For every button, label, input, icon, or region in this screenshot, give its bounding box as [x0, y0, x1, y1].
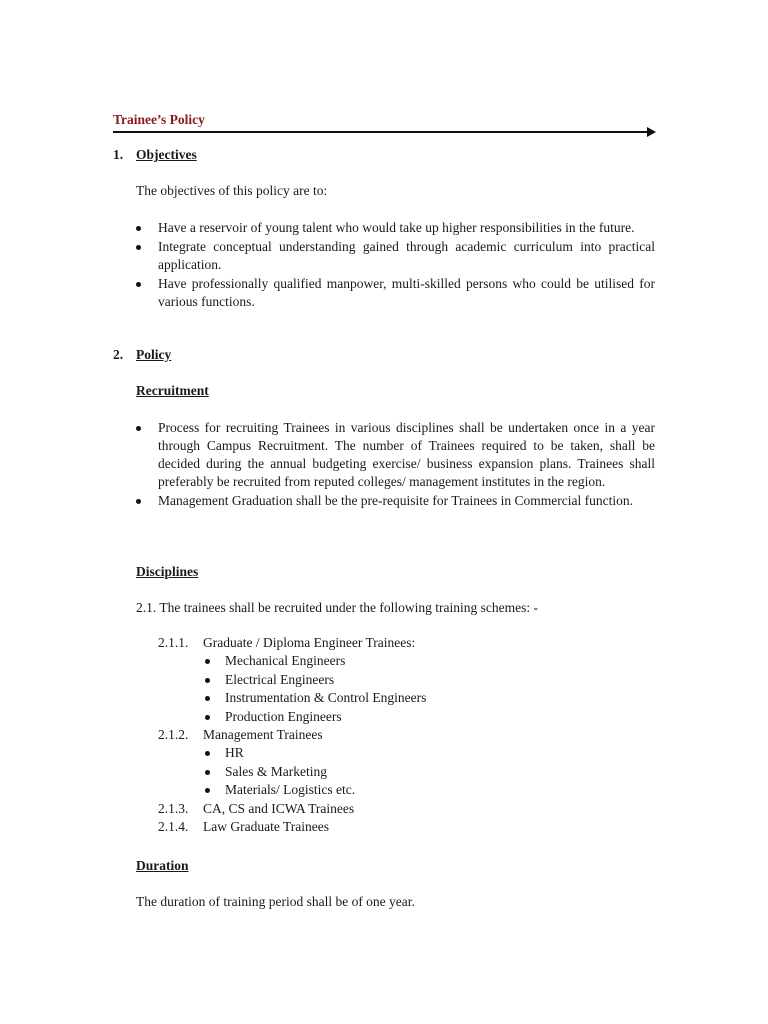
duration-text: The duration of training period shall be of one year.	[136, 894, 415, 909]
scheme-row	[158, 726, 655, 744]
bullet-icon	[205, 751, 210, 756]
bullet-icon	[136, 245, 141, 250]
list-item: Electrical Engineers	[158, 671, 655, 689]
duration-heading: Duration	[136, 858, 189, 873]
list-item: Instrumentation & Control Engineers	[158, 689, 655, 707]
bullet-icon	[205, 715, 210, 720]
scheme-row	[158, 818, 655, 836]
bullet-icon	[136, 499, 141, 504]
scheme-number: 2.1.4.	[158, 818, 189, 834]
objectives-list	[136, 219, 655, 311]
scheme-row	[158, 800, 655, 818]
section-1-heading: Objectives	[136, 147, 197, 162]
bullet-icon	[205, 788, 210, 793]
recruitment-list	[136, 419, 655, 510]
list-item: Production Engineers	[158, 708, 655, 726]
scheme-label: Management Trainees	[203, 726, 323, 742]
scheme-label: Law Graduate Trainees	[203, 818, 329, 834]
title-rule	[113, 131, 649, 133]
list-item: Mechanical Engineers	[158, 652, 655, 670]
arrow-head-icon	[647, 127, 656, 137]
scheme-number: 2.1.2.	[158, 726, 189, 742]
section-1-number: 1.	[113, 147, 124, 162]
bullet-icon	[205, 678, 210, 683]
scheme-number: 2.1.1.	[158, 635, 189, 650]
list-item: Process for recruiting Trainees in various disciplines shall be undertaken once in a year through Campus Recruitment. The number of Trainees required to be taken, shall be decided during the annual budgeting exercise/ business expansion plans. Trainees shall preferably be recruited from reputed colleges/ management institutes in the region.	[136, 419, 655, 491]
bullet-icon	[205, 659, 210, 664]
objectives-intro: The objectives of this policy are to:	[136, 183, 328, 198]
bullet-icon	[136, 282, 141, 287]
list-item: Materials/ Logistics etc.	[158, 781, 655, 799]
bullet-icon	[205, 770, 210, 775]
scheme-row	[158, 634, 655, 652]
list-item: Management Graduation shall be the pre-requisite for Trainees in Commercial function.	[136, 492, 655, 510]
list-item: HR	[158, 744, 655, 762]
list-item: Have a reservoir of young talent who would take up higher responsibilities in the future.	[136, 219, 655, 237]
bullet-icon	[205, 696, 210, 701]
section-2-number: 2.	[113, 347, 124, 362]
disciplines-intro: 2.1. The trainees shall be recruited under the following training schemes: -	[136, 600, 539, 615]
list-item: Have professionally qualified manpower, multi-skilled persons who could be utilised for various functions.	[136, 275, 655, 311]
document-title: Trainee’s Policy	[113, 112, 205, 127]
training-schemes	[158, 634, 655, 836]
disciplines-heading: Disciplines	[136, 564, 199, 579]
recruitment-heading: Recruitment	[136, 383, 209, 398]
list-item: Sales & Marketing	[158, 763, 655, 781]
bullet-icon	[136, 226, 141, 231]
bullet-icon	[136, 426, 141, 431]
scheme-number: 2.1.3.	[158, 800, 189, 816]
scheme-label: CA, CS and ICWA Trainees	[203, 800, 355, 816]
section-2-heading: Policy	[136, 347, 172, 362]
scheme-label: Graduate / Diploma Engineer Trainees:	[203, 635, 416, 650]
list-item: Integrate conceptual understanding gained through academic curriculum into practical application.	[136, 238, 655, 274]
